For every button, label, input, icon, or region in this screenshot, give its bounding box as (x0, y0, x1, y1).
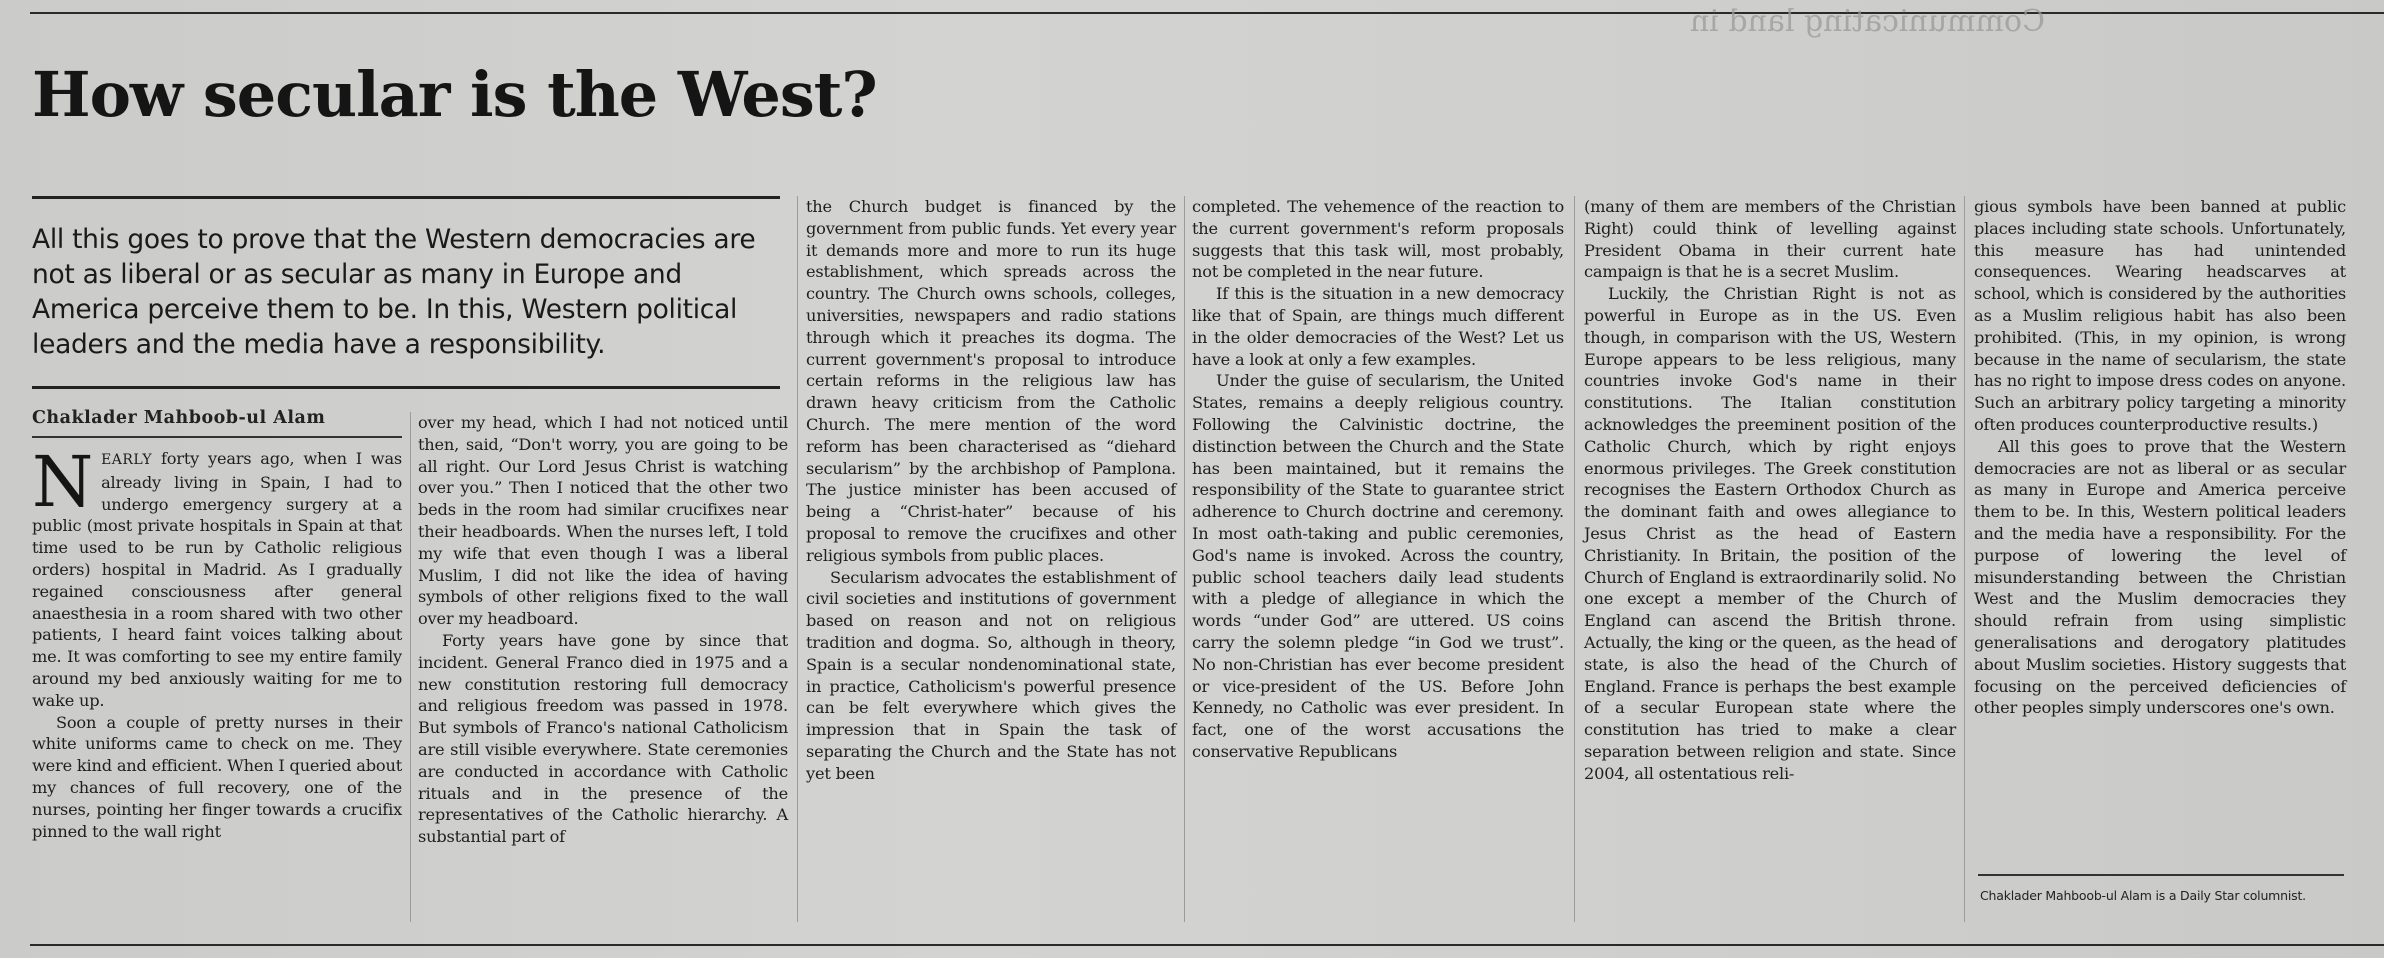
paragraph: completed. The vehemence of the reaction to the current government's reform proposals suggests that this task will, most probably, not be completed in the near future. (1192, 197, 1564, 282)
column-divider (1964, 196, 1965, 922)
article-column-1 (32, 441, 402, 842)
bleed-through-text: Communicating land in (1690, 4, 2046, 39)
article-column-2 (418, 412, 788, 848)
byline: Chaklader Mahboob-ul Alam (32, 408, 326, 428)
paragraph: All this goes to prove that the Western democracies are not as liberal or as secular as many in Europe and America perceive them to be. In this, Western political leaders and the media have a responsibility. For the purpose of lowering the level of misunderstanding between the Christian West and the Muslim democracies they should refrain from using simplistic generalisations and derogatory platitudes about Muslim societies. History suggests that focusing on the perceived deficiencies of other peoples simply underscores one's own. (1974, 436, 2346, 718)
end-rule (1978, 874, 2344, 876)
byline-rule (32, 436, 402, 438)
article-column-4 (1192, 196, 1564, 763)
paragraph: over my head, which I had not noticed until then, said, “Don't worry, you are going to be all right. Our Lord Jesus Christ is watching over you.” Then I noticed that the other two beds in the room had similar crucifixes near their headboards. When the nurses left, I told my wife that even though I was a liberal Muslim, I did not like the idea of having symbols of other religions fixed to the wall over my headboard. (418, 413, 788, 629)
column-divider (797, 196, 798, 922)
author-tagline: Chaklader Mahboob-ul Alam is a Daily Star columnist. (1980, 888, 2306, 903)
pull-quote-rule-top (32, 196, 780, 199)
article-headline: How secular is the West? (32, 58, 877, 131)
paragraph: If this is the situation in a new democracy like that of Spain, are things much different in the older democracies of the West? Let us have a look at only a few examples. (1192, 284, 1564, 369)
bottom-rule (30, 944, 2384, 946)
paragraph: (many of them are members of the Christian Right) could think of levelling against President Obama in their current hate campaign is that he is a secret Muslim. (1584, 197, 1956, 282)
article-column-5 (1584, 196, 1956, 785)
lead-smallcaps: EARLY (101, 452, 153, 468)
paragraph: Secularism advocates the establishment of civil societies and institutions of government based on reason and not on religious tradition and dogma. So, although in theory, Spain is a secular nondenominational state, in practice, Catholicism's powerful presence can be felt everywhere which gives the impression that in Spain the task of separating the Church and the State has not yet been (806, 567, 1176, 783)
pull-quote: All this goes to prove that the Western democracies are not as liberal or as secular as many in Europe and America perceive them to be. In this, Western political leaders and the media have a responsibility. (32, 224, 756, 360)
column-divider (410, 412, 411, 922)
article-column-6 (1974, 196, 2346, 719)
paragraph: the Church budget is financed by the government from public funds. Yet every year it demands more and more to run its huge establishment, which spreads across the country. The Church owns schools, colleges, universities, newspapers and radio stations through which it preaches its dogma. The current government's proposal to introduce certain reforms in the religious law has drawn heavy criticism from the Catholic Church. The mere mention of the word reform has been characterised as “diehard secularism” by the archbishop of Pamplona. The justice minister has been accused of being a “Christ-hater” because of his proposal to remove the crucifixes and other religious symbols from public places. (806, 197, 1176, 565)
paragraph: Forty years have gone by since that incident. General Franco died in 1975 and a new constitution restoring full democracy and religious freedom was passed in 1978. But symbols of Franco's national Catholicism are still visible everywhere. State ceremonies are conducted in accordance with Catholic rituals and in the presence of the representatives of the Catholic hierarchy. A substantial part of (418, 630, 788, 847)
lead-text: forty years ago, when I was already living in Spain, I had to undergo emergency surgery at a public (most private hospitals in Spain at that time used to be run by Catholic religious orders) hospital in Madrid. As I gradually regained consciousness after general anaesthesia in a room shared with two other patients, I heard faint voices talking about me. It was comforting to see my entire family around my bed anxiously waiting for me to wake up. (32, 449, 402, 710)
pull-quote-rule-bottom (32, 386, 780, 389)
column-divider (1184, 196, 1185, 922)
article-column-3 (806, 196, 1176, 785)
paragraph: gious symbols have been banned at public places including state schools. Unfortunately, this measure has had unintended consequences. Wearing headscarves at school, which is considered by the authorities as a Muslim religious habit has also been prohibited. (This, in my opinion, is wrong because in the name of secularism, the state has no right to impose dress codes on anyone. Such an arbitrary policy targeting a minority often produces counterproductive results.) (1974, 197, 2346, 434)
column-divider (1574, 196, 1575, 922)
paragraph: Soon a couple of pretty nurses in their white uniforms came to check on me. They were kind and efficient. When I queried about my chances of full recovery, one of the nurses, pointing her finger towards a crucifix pinned to the wall right (32, 712, 402, 841)
paragraph: Luckily, the Christian Right is not as powerful in Europe as in the US. Even though, in comparison with the US, Western Europe appears to be less religious, many countries invoke God's name in their constitutions. The Italian constitution acknowledges the preeminent position of the Catholic Church, which by right enjoys enormous privileges. The Greek constitution recognises the Eastern Orthodox Church as the dominant faith and owes allegiance to Jesus Christ as the head of Eastern Christianity. In Britain, the position of the Church of England is extraordinarily solid. No one except a member of the Church of England can ascend the British throne. Actually, the king or the queen, as the head of state, is also the head of the Church of England. France is perhaps the best example of a secular European state where the constitution has tried to make a clear separation between religion and state. Since 2004, all ostentatious reli- (1584, 284, 1956, 783)
lead-paragraph (32, 441, 402, 712)
drop-cap: N (32, 441, 94, 523)
paragraph: Under the guise of secularism, the United States, remains a deeply religious country. Following the Calvinistic doctrine, the distinction between the Church and the State has been maintained, but it remains the responsibility of the State to guarantee strict adherence to Church doctrine and ceremony. In most oath-taking and public ceremonies, God's name is invoked. Across the country, public school teachers daily lead students with a pledge of allegiance in which the words “under God” are uttered. US coins carry the solemn pledge “in God we trust”. No non-Christian has ever become president or vice-president of the US. Before John Kennedy, no Catholic was ever president. In fact, one of the worst accusations the conservative Republicans (1192, 371, 1564, 761)
